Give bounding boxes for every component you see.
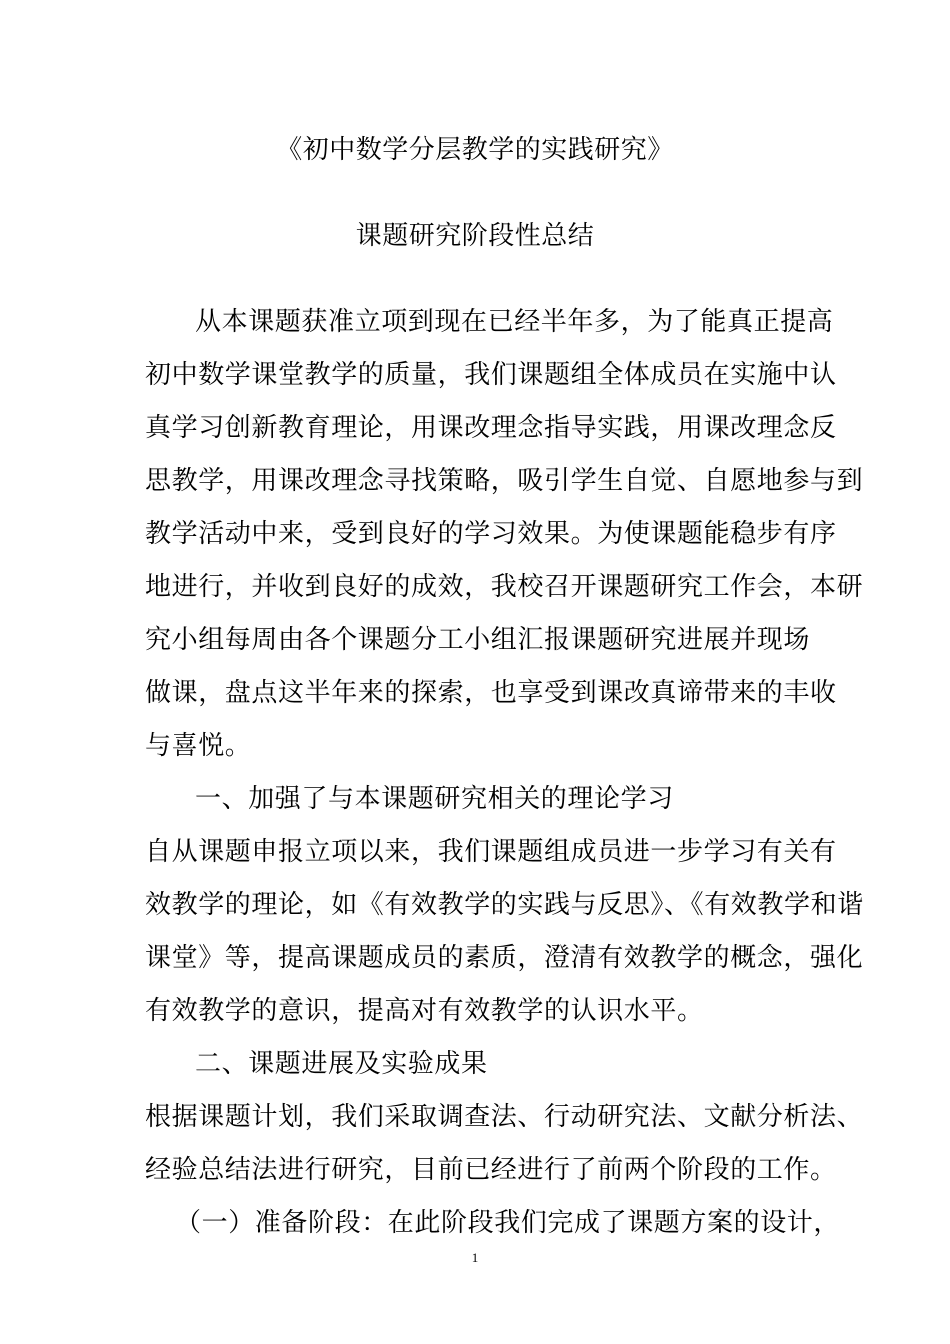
paragraph-line: 自从课题申报立项以来，我们课题组成员进一步学习有关有 [145, 837, 837, 867]
paragraph-line: 究小组每周由各个课题分工小组汇报课题研究进展并现场 [145, 625, 811, 655]
section-heading-2: 二、课题进展及实验成果 [195, 1049, 488, 1079]
paragraph-line: 思教学，用课改理念寻找策略，吸引学生自觉、自愿地参与到 [145, 466, 864, 496]
paragraph-line: 经验总结法进行研究，目前已经进行了前两个阶段的工作。 [145, 1155, 837, 1185]
paragraph-line: 根据课题计划，我们采取调查法、行动研究法、文献分析法、 [145, 1102, 864, 1132]
section-heading-1: 一、加强了与本课题研究相关的理论学习 [195, 784, 674, 814]
document-subtitle: 课题研究阶段性总结 [355, 221, 595, 251]
body-text [145, 296, 864, 1250]
paragraph-line: 从本课题获准立项到现在已经半年多，为了能真正提高 [195, 307, 834, 337]
subsection-line: （一）准备阶段：在此阶段我们完成了课题方案的设计， [175, 1208, 841, 1238]
paragraph-line: 真学习创新教育理论，用课改理念指导实践，用课改理念反 [145, 413, 837, 443]
paragraph-line: 效教学的理论，如《有效教学的实践与反思》、《有效教学和谐 [145, 890, 864, 920]
paragraph-line: 与喜悦。 [145, 731, 252, 761]
paragraph-line: 初中数学课堂教学的质量，我们课题组全体成员在实施中认 [145, 360, 837, 390]
page-number: 1 [471, 1250, 479, 1265]
document-title: 《初中数学分层教学的实践研究》 [276, 135, 674, 165]
paragraph-line: 教学活动中来，受到良好的学习效果。为使课题能稳步有序 [145, 519, 837, 549]
paragraph-line: 地进行，并收到良好的成效，我校召开课题研究工作会，本研 [145, 572, 864, 602]
paragraph-line: 课堂》等，提高课题成员的素质，澄清有效教学的概念，强化 [145, 943, 864, 973]
paragraph-line: 有效教学的意识，提高对有效教学的认识水平。 [145, 996, 704, 1026]
paragraph-line: 做课，盘点这半年来的探索，也享受到课改真谛带来的丰收 [145, 678, 837, 708]
